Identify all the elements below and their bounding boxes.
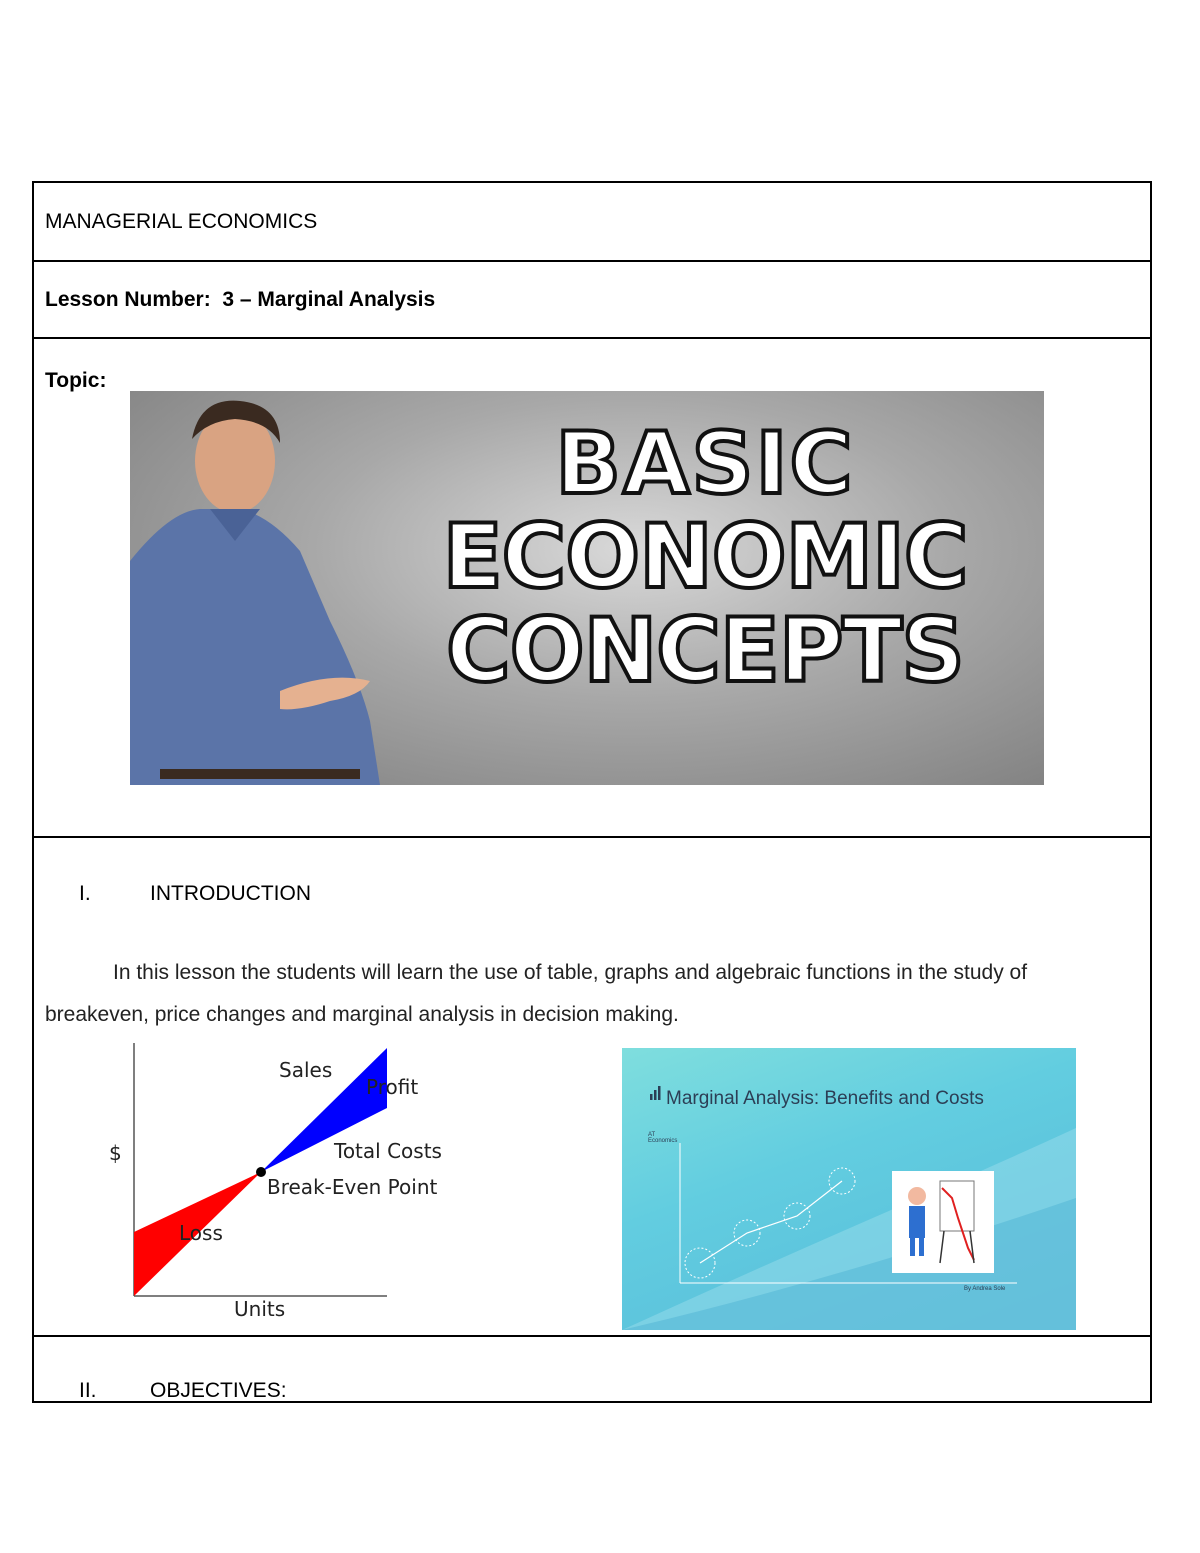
intro-line-2: breakeven, price changes and marginal analysis in decision making. bbox=[45, 1003, 679, 1026]
total-costs-label: Total Costs bbox=[334, 1139, 442, 1163]
intro-numeral: I. bbox=[79, 882, 91, 905]
objectives-heading: OBJECTIVES: bbox=[150, 1379, 287, 1402]
lesson-row bbox=[34, 262, 1150, 339]
banner-line-2: ECONOMIC bbox=[442, 505, 968, 608]
lesson-label: Lesson Number: bbox=[45, 288, 211, 311]
x-axis-label: Units bbox=[234, 1297, 286, 1321]
loss-label: Loss bbox=[179, 1221, 223, 1245]
profit-label: Profit bbox=[366, 1075, 419, 1099]
banner-line-3: CONCEPTS bbox=[446, 599, 964, 702]
objectives-numeral: II. bbox=[79, 1379, 97, 1402]
break-even-point-marker bbox=[256, 1167, 266, 1177]
lesson-value: 3 – Marginal Analysis bbox=[222, 288, 436, 311]
course-title: MANAGERIAL ECONOMICS bbox=[45, 210, 318, 233]
marginal-analysis-slide bbox=[622, 1048, 1076, 1330]
topic-label: Topic: bbox=[45, 369, 107, 392]
break-even-chart bbox=[104, 1038, 464, 1328]
basic-economic-concepts-banner bbox=[130, 391, 1044, 785]
slide-title: Marginal Analysis: Benefits and Costs bbox=[666, 1088, 984, 1109]
presenter-figure bbox=[130, 391, 400, 785]
break-even-label: Break-Even Point bbox=[267, 1175, 438, 1199]
lesson-number bbox=[45, 288, 435, 312]
objectives-row bbox=[34, 1337, 1150, 1403]
intro-heading: INTRODUCTION bbox=[150, 882, 311, 905]
sales-label: Sales bbox=[279, 1058, 333, 1082]
banner-line-1: BASIC bbox=[555, 414, 855, 514]
course-row bbox=[34, 183, 1150, 262]
y-axis-label: $ bbox=[109, 1141, 122, 1165]
intro-line-1: In this lesson the students will learn the use of table, graphs and algebraic functions in the study of bbox=[113, 961, 1028, 984]
banner-title bbox=[370, 414, 1040, 702]
lesson-table bbox=[32, 181, 1152, 1403]
slide-credit: By Andrea Sole bbox=[964, 1286, 1006, 1292]
slide-axis-note: AT Economics bbox=[648, 1132, 678, 1144]
